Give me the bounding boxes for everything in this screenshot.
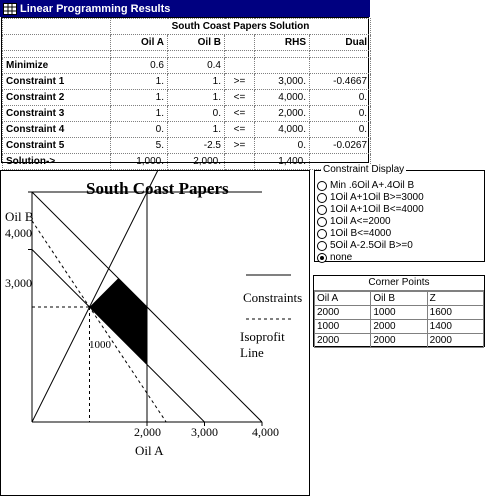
table-row (315, 320, 484, 334)
col-header: Oil A (315, 292, 371, 306)
results-grid[interactable] (1, 17, 369, 167)
constraint-display-group (314, 164, 485, 263)
cell[interactable]: 2,000. (255, 106, 310, 122)
cell: 1,400. (255, 154, 310, 170)
radio-option[interactable]: 5Oil A-2.5Oil B>=0 (317, 240, 413, 251)
radio-option[interactable]: 1Oil B<=4000 (317, 228, 391, 239)
col-header-rhs: RHS (255, 35, 310, 51)
cell: 1000 (315, 320, 371, 334)
corner-points-title: Corner Points (314, 276, 484, 291)
x-tick-label: 3,000 (191, 425, 218, 439)
row-label: Constraint 5 (3, 138, 111, 154)
col-header: Z (427, 292, 483, 306)
cell: 0. (310, 106, 371, 122)
cell[interactable]: -2.5 (168, 138, 225, 154)
table-row (3, 58, 371, 74)
cell: 1400 (427, 320, 483, 334)
cell[interactable]: 1. (168, 122, 225, 138)
radio-option[interactable]: 1Oil A+1Oil B<=4000 (317, 204, 424, 215)
radio-option-none[interactable]: none (317, 252, 352, 263)
table-caption: South Coast Papers Solution (111, 19, 371, 35)
cell[interactable]: 3,000. (255, 74, 310, 90)
cell: 2000 (371, 334, 427, 348)
col-header-oil-a: Oil A (111, 35, 168, 51)
col-header: Oil B (371, 292, 427, 306)
y-tick-label: 3,000 (5, 276, 32, 290)
y-axis-label: Oil B (5, 209, 34, 224)
cell: <= (225, 122, 255, 138)
row-label: Constraint 1 (3, 74, 111, 90)
cell: >= (225, 74, 255, 90)
radio-icon (317, 241, 327, 251)
cell (225, 154, 255, 170)
row-label: Constraint 4 (3, 122, 111, 138)
cell[interactable]: 0. (255, 138, 310, 154)
constraint-line (32, 171, 159, 422)
table-row (3, 122, 371, 138)
table-row (3, 138, 371, 154)
cell: 2000 (427, 334, 483, 348)
row-label: Minimize (3, 58, 111, 74)
feasible-region (90, 278, 148, 364)
cell[interactable]: 0.4 (168, 58, 225, 74)
point-label: 1000 (89, 339, 111, 351)
col-header-dual: Dual (310, 35, 371, 51)
y-tick-label: 4,000 (5, 226, 32, 240)
row-label: Constraint 3 (3, 106, 111, 122)
radio-option[interactable]: Min .6Oil A+.4Oil B (317, 180, 414, 191)
row-label: Constraint 2 (3, 90, 111, 106)
radio-icon (317, 229, 327, 239)
cell[interactable]: 1. (111, 74, 168, 90)
cell: 2000 (371, 320, 427, 334)
table-row (3, 90, 371, 106)
radio-icon (317, 193, 327, 203)
cell: 2,000. (168, 154, 225, 170)
cell[interactable]: 1. (168, 74, 225, 90)
x-tick-label: 4,000 (252, 425, 279, 439)
cell[interactable]: 0. (168, 106, 225, 122)
radio-option[interactable]: 1Oil A<=2000 (317, 216, 391, 227)
table-row (3, 106, 371, 122)
cell: -0.4667 (310, 74, 371, 90)
solution-row (3, 154, 371, 170)
spreadsheet-icon (3, 3, 17, 15)
col-header-sign (225, 35, 255, 51)
radio-icon (317, 181, 327, 191)
legend-constraints: Constraints (243, 290, 303, 305)
cell: 0. (310, 90, 371, 106)
x-tick-label: 2,000 (134, 425, 161, 439)
cell: 0. (310, 122, 371, 138)
col-header-oil-b: Oil B (168, 35, 225, 51)
graph-title: South Coast Papers (86, 179, 229, 198)
corner-points-panel (313, 275, 485, 347)
cell: 2000 (315, 334, 371, 348)
cell[interactable] (255, 58, 310, 74)
cell: <= (225, 90, 255, 106)
window-title: Linear Programming Results (20, 2, 171, 15)
cell[interactable]: 1. (111, 90, 168, 106)
x-axis-label: Oil A (135, 443, 164, 458)
cell: -0.0267 (310, 138, 371, 154)
window-titlebar (0, 0, 370, 17)
cell: >= (225, 138, 255, 154)
cell (225, 58, 255, 74)
cell: 1,000. (111, 154, 168, 170)
cell[interactable]: 5. (111, 138, 168, 154)
cell: 2000 (315, 306, 371, 320)
radio-selected-icon (317, 253, 327, 263)
cell: 1000 (371, 306, 427, 320)
cell[interactable]: 1. (168, 90, 225, 106)
cell (310, 58, 371, 74)
cell[interactable]: 4,000. (255, 90, 310, 106)
graph-panel (0, 170, 310, 496)
table-row (315, 306, 484, 320)
radio-icon (317, 205, 327, 215)
cell: <= (225, 106, 255, 122)
col-header (3, 35, 111, 51)
cell[interactable]: 1. (111, 106, 168, 122)
cell: 1600 (427, 306, 483, 320)
table-row (315, 334, 484, 348)
row-label: Solution-> (3, 154, 111, 170)
table-row (3, 74, 371, 90)
cell[interactable]: 4,000. (255, 122, 310, 138)
cell[interactable]: 0.6 (111, 58, 168, 74)
cell[interactable]: 0. (111, 122, 168, 138)
radio-icon (317, 217, 327, 227)
constraint-display-caption: Constraint Display (323, 164, 405, 175)
radio-option[interactable]: 1Oil A+1Oil B>=3000 (317, 192, 424, 203)
legend-isoprofit: Isoprofit Line (240, 329, 285, 360)
